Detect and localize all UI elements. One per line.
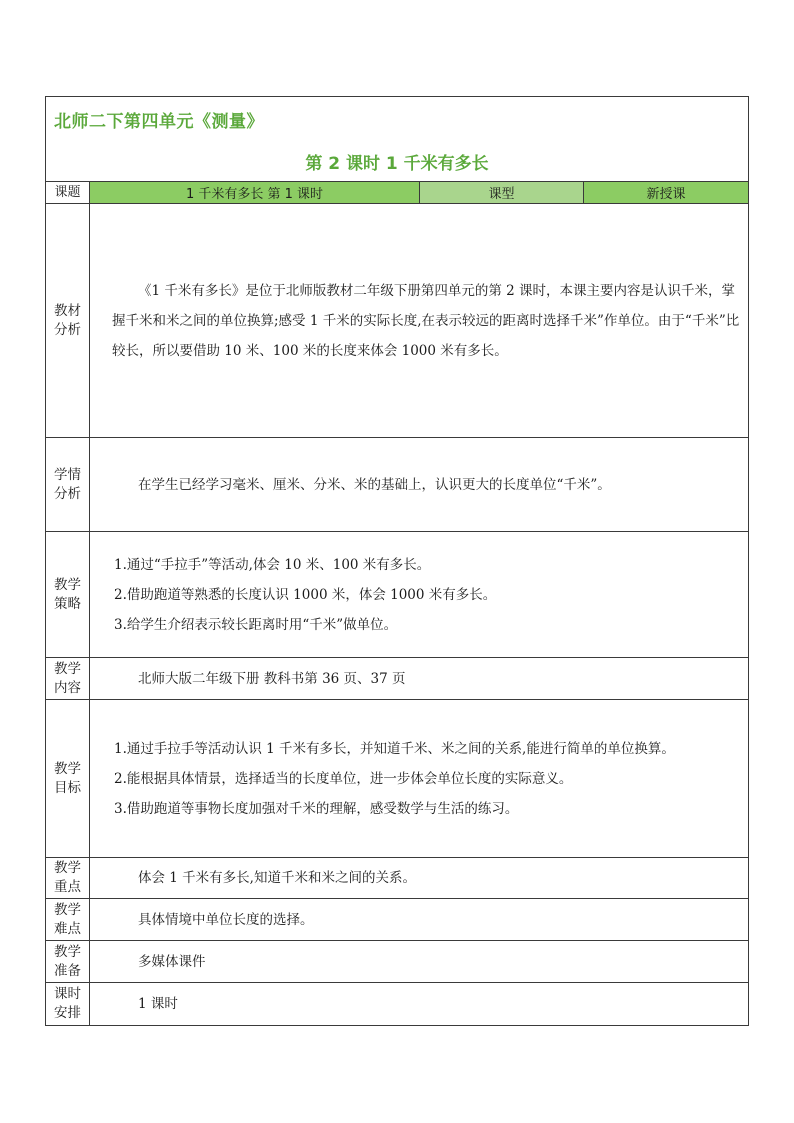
goal-item: 1.通过手拉手等活动认识 1 千米有多长，并知道千米、米之间的关系,能进行简单的单位换算。 <box>114 740 675 757</box>
schedule-content <box>90 983 748 1025</box>
material-analysis-label: 教材分析 <box>46 204 90 437</box>
key-point-label: 教学重点 <box>46 858 90 898</box>
student-analysis-row <box>46 438 748 532</box>
teaching-content-label: 教学内容 <box>46 658 90 699</box>
schedule-text: 1 课时 <box>138 996 178 1012</box>
key-point-content <box>90 858 748 898</box>
schedule-label: 课时安排 <box>46 983 90 1025</box>
difficulty-content <box>90 899 748 940</box>
preparation-label: 教学准备 <box>46 941 90 982</box>
teaching-goal-content <box>90 700 748 857</box>
key-point-row <box>46 858 748 899</box>
student-analysis-content <box>90 438 748 531</box>
teaching-content-content <box>90 658 748 699</box>
topic-row <box>46 182 748 204</box>
lesson-type-value: 新授课 <box>584 182 748 203</box>
teaching-goal-row <box>46 700 748 858</box>
teaching-strategy-label: 教学策略 <box>46 532 90 657</box>
material-analysis-text: 《1 千米有多长》是位于北师版教材二年级下册第四单元的第 2 课时，本课主要内容是认识千米，掌握千米和米之间的单位换算;感受 1 千米的实际长度,在表示较远的距离时选择千米”作单位。由于“千米”比较长，所以要借助 10 米、100 米的长度来体会 1000 米有多长。 <box>112 282 740 359</box>
lesson-title: 第 2 课时 1 千米有多长 <box>305 154 489 174</box>
topic-name: 1 千米有多长 第 1 课时 <box>90 182 420 203</box>
key-point-text: 体会 1 千米有多长,知道千米和米之间的关系。 <box>138 870 416 886</box>
student-analysis-text: 在学生已经学习毫米、厘米、分米、米的基础上，认识更大的长度单位“千米”。 <box>138 476 611 493</box>
teaching-strategy-row <box>46 532 748 658</box>
student-analysis-label: 学情分析 <box>46 438 90 531</box>
goal-item: 2.能根据具体情景，选择适当的长度单位，进一步体会单位长度的实际意义。 <box>114 770 573 787</box>
difficulty-text: 具体情境中单位长度的选择。 <box>138 911 314 928</box>
lesson-type-label: 课型 <box>420 182 584 203</box>
preparation-content <box>90 941 748 982</box>
teaching-content-text: 北师大版二年级下册 教科书第 36 页、37 页 <box>138 670 406 687</box>
teaching-goal-label: 教学目标 <box>46 700 90 857</box>
teaching-strategy-content <box>90 532 748 657</box>
topic-label: 课题 <box>46 182 90 203</box>
material-analysis-content <box>90 204 748 437</box>
series-title: 北师二下第四单元《测量》 <box>54 112 264 132</box>
preparation-row <box>46 941 748 983</box>
preparation-text: 多媒体课件 <box>138 953 206 970</box>
strategy-item: 3.给学生介绍表示较长距离时用“千米”做单位。 <box>114 616 398 633</box>
material-analysis-row <box>46 204 748 438</box>
lesson-plan-table <box>45 96 749 1026</box>
difficulty-label: 教学难点 <box>46 899 90 940</box>
teaching-content-row <box>46 658 748 700</box>
strategy-item: 1.通过“手拉手”等活动,体会 10 米、100 米有多长。 <box>114 556 431 573</box>
difficulty-row <box>46 899 748 941</box>
table-header <box>46 97 748 182</box>
strategy-item: 2.借助跑道等熟悉的长度认识 1000 米，体会 1000 米有多长。 <box>114 586 497 603</box>
goal-item: 3.借助跑道等事物长度加强对千米的理解，感受数学与生活的练习。 <box>114 800 519 817</box>
schedule-row <box>46 983 748 1025</box>
